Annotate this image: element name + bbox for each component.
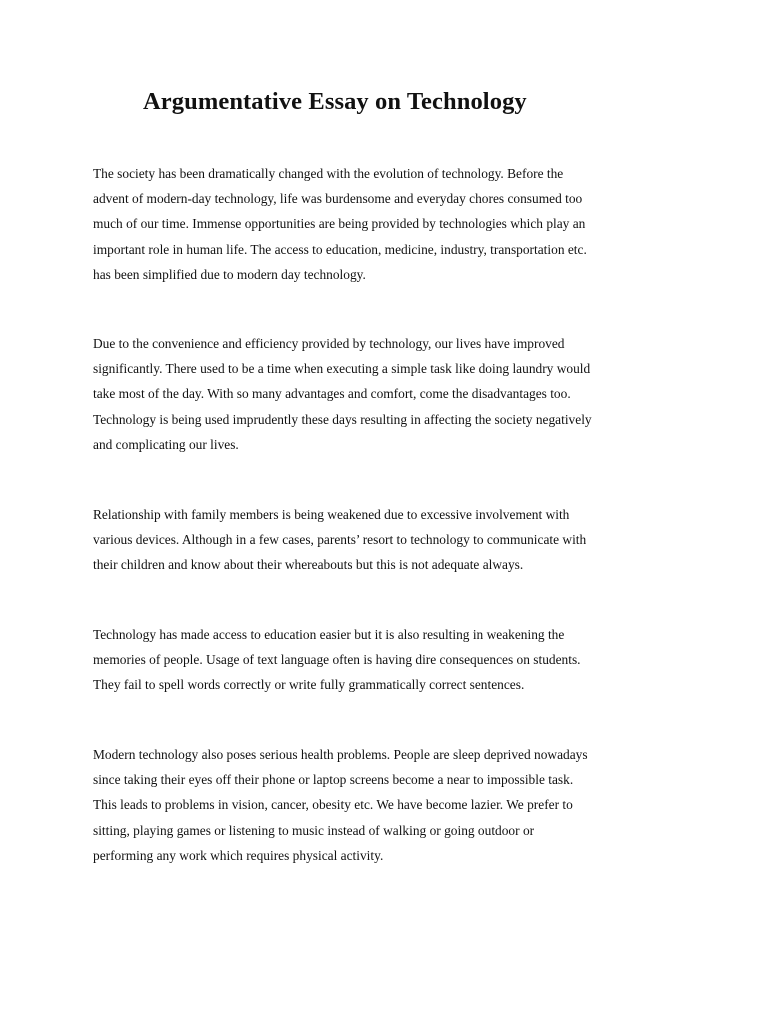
text-line: their children and know about their whereabouts but this is not adequate always.: [93, 557, 524, 573]
paragraph-5: [93, 742, 683, 868]
text-line: This leads to problems in vision, cancer, obesity etc. We have become lazier. We prefer to: [93, 797, 573, 813]
text-line: much of our time. Immense opportunities are being provided by technologies which play an: [93, 216, 586, 232]
text-line: significantly. There used to be a time when executing a simple task like doing laundry would: [93, 361, 591, 377]
text-line: Relationship with family members is being weakened due to excessive involvement with: [93, 507, 570, 522]
text-line: Technology has made access to education easier but it is also resulting in weakening the: [93, 627, 565, 642]
paragraph-2: [93, 331, 683, 457]
text-line: Technology is being used imprudently these days resulting in affecting the society negatively: [93, 411, 592, 427]
text-line: various devices. Although in a few cases, parents’ resort to technology to communicate with: [93, 532, 587, 548]
text-line: has been simplified due to modern day technology.: [93, 266, 366, 282]
text-line: since taking their eyes off their phone or laptop screens become a near to impossible task.: [93, 772, 574, 788]
document-title: Argumentative Essay on Technology: [143, 88, 527, 115]
text-line: take most of the day. With so many advantages and comfort, come the disadvantages too.: [93, 386, 571, 402]
paragraph-1: [93, 161, 683, 287]
text-line: important role in human life. The access to education, medicine, industry, transportation etc.: [93, 241, 587, 257]
text-line: memories of people. Usage of text language often is having dire consequences on students.: [93, 652, 581, 668]
paragraph-4: [93, 622, 683, 698]
paragraph-3: [93, 502, 683, 578]
text-line: sitting, playing games or listening to music instead of walking or going outdoor or: [93, 822, 535, 838]
text-line: They fail to spell words correctly or write fully grammatically correct sentences.: [93, 677, 525, 693]
text-line: and complicating our lives.: [93, 436, 239, 452]
text-line: Due to the convenience and efficiency provided by technology, our lives have improved: [93, 336, 565, 351]
text-line: Modern technology also poses serious health problems. People are sleep deprived nowadays: [93, 747, 588, 762]
text-line: advent of modern-day technology, life was burdensome and everyday chores consumed too: [93, 191, 583, 207]
text-line: The society has been dramatically changed with the evolution of technology. Before the: [93, 166, 564, 181]
text-line: performing any work which requires physical activity.: [93, 847, 384, 863]
